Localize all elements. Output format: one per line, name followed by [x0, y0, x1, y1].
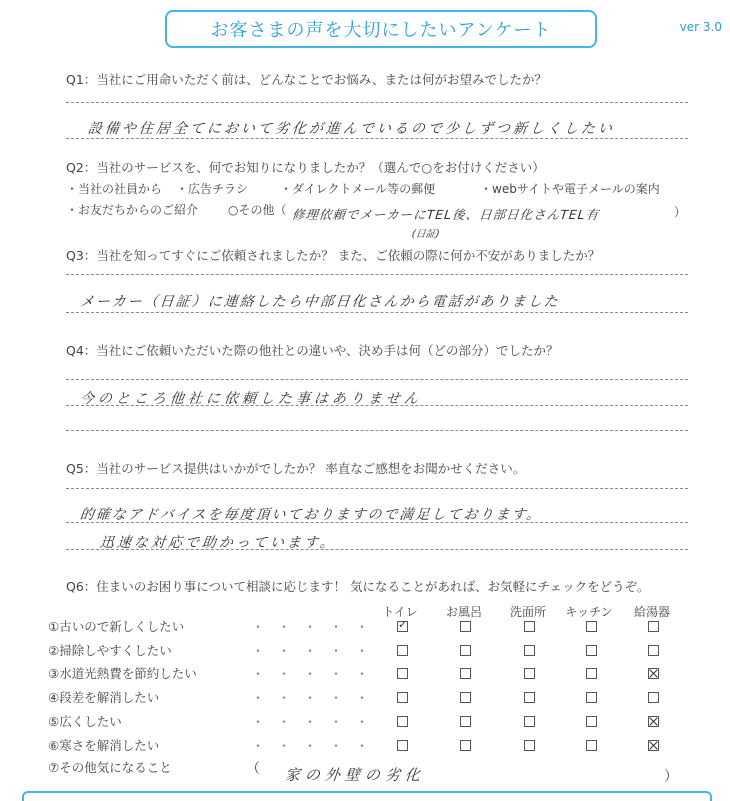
q4-question: Q4：当社にご依頼いただいた際の他社との違いや、決め手は何（どの部分）でしたか？ — [66, 343, 559, 358]
q3-question: Q3：当社を知ってすぐにご依頼されましたか？ また、ご依頼の際に何か不安がありましたか？ — [66, 248, 601, 263]
q3-answer[interactable]: メーカー（日証）に連絡したら中部日化さんから電話がありました — [79, 294, 561, 310]
leader-dots: ・・・・・ — [252, 739, 383, 753]
q6-row-label: ④段差を解消したい — [48, 690, 160, 705]
checkbox-kitchen[interactable] — [586, 716, 597, 727]
checkbox-toilet[interactable] — [397, 692, 408, 703]
answer-line — [66, 405, 688, 406]
checkbox-washroom[interactable] — [524, 621, 535, 632]
q2-option-other[interactable]: ○その他（ — [228, 203, 287, 217]
checkbox-kitchen[interactable] — [586, 645, 597, 656]
checkbox-water-heater[interactable] — [648, 645, 659, 656]
answer-line — [66, 312, 688, 313]
q6-question: Q6：住まいのお困り事について相談に応じます！ 気になることがあれば、お気軽にチェックをどうぞ。 — [66, 579, 650, 594]
q2-option-friend[interactable]: ・お友だちからのご紹介 — [66, 203, 199, 217]
checkbox-water-heater[interactable] — [648, 740, 659, 751]
q6-row-label-other: ⑦その他気になること — [48, 760, 172, 775]
q2-question: Q2：当社のサービスを、何でお知りになりましたか？（選んで○をお付けください） — [66, 160, 545, 175]
leader-dots: ・・・・・ — [252, 667, 383, 681]
checkbox-bath[interactable] — [460, 621, 471, 632]
checkbox-toilet[interactable] — [397, 645, 408, 656]
survey-title-text: お客さまの声を大切にしたいアンケート — [210, 20, 552, 41]
leader-dots: ・・・・・ — [252, 715, 383, 729]
q6-row-label: ②掃除しやすくしたい — [48, 643, 172, 658]
checkbox-washroom[interactable] — [524, 692, 535, 703]
column-header-bath: お風呂 — [445, 605, 482, 619]
q6-row-label: ⑤広くしたい — [48, 714, 122, 729]
answer-line — [66, 102, 688, 103]
q1-answer[interactable]: 設備や住居全てにおいて劣化が進んでいるので少しずつ新しくしたい — [87, 121, 616, 137]
column-header-water-heater: 給湯器 — [633, 605, 670, 619]
answer-line — [66, 379, 688, 380]
q1-question: Q1：当社にご用命いただく前は、どんなことでお悩み、または何がお望みでしたか？ — [66, 72, 548, 87]
checkbox-toilet[interactable] — [397, 668, 408, 679]
column-header-toilet: トイレ — [382, 605, 418, 619]
q4-answer[interactable]: 今のところ他社に依頼した事はありません — [79, 391, 423, 407]
column-header-washroom: 洗面所 — [509, 605, 546, 619]
checkbox-bath[interactable] — [460, 668, 471, 679]
checkbox-kitchen[interactable] — [586, 621, 597, 632]
q5-answer-line-1[interactable]: 的確なアドバイスを毎度頂いておりますので満足しております。 — [79, 507, 544, 523]
column-header-kitchen: キッチン — [565, 605, 613, 619]
leader-dots: ・・・・・ — [252, 620, 383, 634]
checkbox-bath[interactable] — [460, 740, 471, 751]
q6-other-open-paren: （ — [246, 761, 260, 777]
checkbox-bath[interactable] — [460, 692, 471, 703]
checkbox-water-heater[interactable] — [648, 668, 659, 679]
q2-option-web[interactable]: ・webサイトや電子メールの案内 — [480, 182, 660, 196]
q6-row-label: ⑥寒さを解消したい — [48, 738, 160, 753]
q2-other-answer[interactable]: 修理依頼でメーカーにTEL後、日部日化さんTEL有 — [291, 207, 600, 222]
answer-line — [66, 522, 688, 523]
q2-option-direct-mail[interactable]: ・ダイレクトメール等の郵便 — [280, 182, 436, 196]
checkbox-water-heater[interactable] — [648, 621, 659, 632]
q6-other-close-paren: ） — [664, 769, 678, 785]
q2-option-staff[interactable]: ・当社の社員から — [66, 182, 163, 196]
checkbox-kitchen[interactable] — [586, 740, 597, 751]
q2-option-flyer[interactable]: ・広告チラシ — [176, 182, 249, 196]
checkbox-water-heater[interactable] — [648, 716, 659, 727]
answer-line — [66, 549, 688, 550]
checkbox-washroom[interactable] — [524, 668, 535, 679]
answer-line — [66, 274, 688, 275]
answer-line — [66, 430, 688, 431]
checkbox-bath[interactable] — [460, 716, 471, 727]
checkbox-washroom[interactable] — [524, 740, 535, 751]
q2-other-note: (日証) — [411, 229, 441, 240]
checkbox-bath[interactable] — [460, 645, 471, 656]
checkbox-kitchen[interactable] — [586, 668, 597, 679]
checkbox-toilet[interactable] — [397, 740, 408, 751]
q6-other-answer[interactable]: 家の外壁の劣化 — [284, 766, 426, 784]
q6-row-label: ③水道光熱費を節約したい — [48, 666, 197, 681]
answer-line — [66, 488, 688, 489]
q5-answer-line-2[interactable]: 迅速な対応で助かっています。 — [99, 535, 338, 551]
checkbox-toilet[interactable] — [397, 716, 408, 727]
survey-title — [165, 10, 597, 48]
answer-line — [66, 138, 688, 139]
checkbox-toilet[interactable] — [397, 621, 408, 632]
q5-question: Q5：当社のサービス提供はいかがでしたか？ 率直なご感想をお聞かせください。 — [66, 461, 526, 476]
checkbox-washroom[interactable] — [524, 716, 535, 727]
leader-dots: ・・・・・ — [252, 691, 383, 705]
q6-row-label: ①古いので新しくしたい — [48, 619, 185, 634]
checkbox-washroom[interactable] — [524, 645, 535, 656]
version-label: ver 3.0 — [679, 20, 722, 34]
leader-dots: ・・・・・ — [252, 644, 383, 658]
checkbox-water-heater[interactable] — [648, 692, 659, 703]
q2-close-paren: ） — [674, 205, 687, 219]
bottom-frame — [22, 791, 712, 801]
checkbox-kitchen[interactable] — [586, 692, 597, 703]
